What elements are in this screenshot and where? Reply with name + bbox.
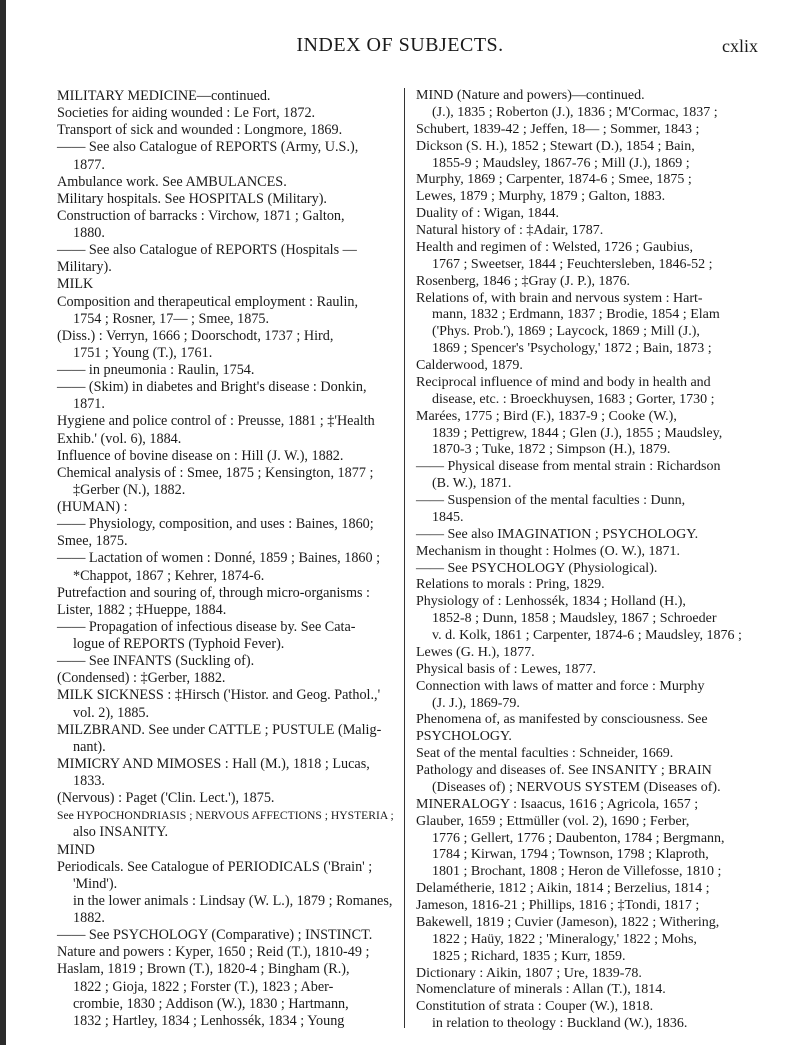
index-line: Transport of sick and wounded : Longmore, 1869. xyxy=(57,122,343,139)
index-line: Connection with laws of matter and force : Murphy xyxy=(416,678,705,694)
index-line: 1754 ; Rosner, 17— ; Smee, 1875. xyxy=(73,310,270,327)
index-line: Lister, 1882 ; ‡Hueppe, 1884. xyxy=(57,601,227,618)
index-line: Haslam, 1819 ; Brown (T.), 1820-4 ; Bingham (R.), xyxy=(57,961,350,978)
index-line: Seat of the mental faculties : Schneider, 1669. xyxy=(416,746,674,762)
index-line: crombie, 1830 ; Addison (W.), 1830 ; Hartmann, xyxy=(73,995,349,1012)
index-line: mann, 1832 ; Erdmann, 1837 ; Brodie, 1854 ; Elam xyxy=(432,307,720,323)
index-line: MILK SICKNESS : ‡Hirsch ('Histor. and Geog. Pathol.,' xyxy=(57,687,381,704)
index-line: Influence of bovine disease on : Hill (J. W.), 1882. xyxy=(57,447,344,464)
index-line: See HYPOCHONDRIASIS ; NERVOUS AFFECTIONS ; HYSTERIA ; xyxy=(57,809,394,823)
index-line: —— Suspension of the mental faculties : Dunn, xyxy=(416,493,686,508)
index-line: 1877. xyxy=(73,156,105,173)
left-column xyxy=(57,88,394,1030)
index-line: 1855-9 ; Maudsley, 1867-76 ; Mill (J.), 1869 ; xyxy=(432,155,690,171)
index-line: Delamétherie, 1812 ; Aikin, 1814 ; Berzelius, 1814 ; xyxy=(416,881,710,897)
index-line: Rosenberg, 1846 ; ‡Gray (J. P.), 1876. xyxy=(416,273,631,289)
index-line: MILZBRAND. See under CATTLE ; PUSTULE (Malig- xyxy=(57,721,382,738)
index-line: PSYCHOLOGY. xyxy=(416,729,512,745)
index-line: (Diseases of) ; NERVOUS SYSTEM (Diseases of). xyxy=(432,779,721,795)
index-line: (Nervous) : Paget ('Clin. Lect.'), 1875. xyxy=(57,790,275,807)
index-line: 1784 ; Kirwan, 1794 ; Townson, 1798 ; Klaproth, xyxy=(432,847,709,863)
index-line: —— See PSYCHOLOGY (Physiological). xyxy=(416,560,658,576)
index-line: Schubert, 1839-42 ; Jeffen, 18— ; Sommer, 1843 ; xyxy=(416,121,700,137)
index-line: Periodicals. See Catalogue of PERIODICALS ('Brain' ; xyxy=(57,858,373,875)
index-line: —— See also IMAGINATION ; PSYCHOLOGY. xyxy=(416,526,699,542)
index-line: Putrefaction and souring of, through micro-organisms : xyxy=(57,584,370,601)
index-line: Calderwood, 1879. xyxy=(416,358,523,373)
index-line: 1839 ; Pettigrew, 1844 ; Glen (J.), 1855 ; Maudsley, xyxy=(432,425,723,441)
index-line: MIMICRY AND MIMOSES : Hall (M.), 1818 ; Lucas, xyxy=(57,755,370,772)
index-line: Glauber, 1659 ; Ettmüller (vol. 2), 1690 ; Ferber, xyxy=(416,813,690,829)
index-line: Construction of barracks : Virchow, 1871 ; Galton, xyxy=(57,207,345,224)
index-line: Hygiene and police control of : Preusse, 1881 ; ‡'Health xyxy=(57,413,375,430)
index-line: MINERALOGY : Isaacus, 1616 ; Agricola, 1657 ; xyxy=(416,796,699,812)
index-line: 1776 ; Gellert, 1776 ; Daubenton, 1784 ; Bergmann, xyxy=(432,830,725,846)
index-line: 1845. xyxy=(432,509,464,525)
index-line: 1801 ; Brochant, 1808 ; Heron de Villefosse, 1810 ; xyxy=(432,864,722,880)
index-line: —— (Skim) in diabetes and Bright's disease : Donkin, xyxy=(57,379,367,396)
index-line: ('Phys. Prob.'), 1869 ; Laycock, 1869 ; Mill (J.), xyxy=(432,324,700,340)
index-line: 1832 ; Hartley, 1834 ; Lenhossék, 1834 ; Young xyxy=(73,1012,345,1029)
index-line: in the lower animals : Lindsay (W. L.), 1879 ; Romanes, xyxy=(73,892,393,909)
index-line: —— Physical disease from mental strain : Richardson xyxy=(416,459,721,475)
index-line: Military hospitals. See HOSPITALS (Military). xyxy=(57,190,327,207)
index-line: (B. W.), 1871. xyxy=(432,476,512,492)
index-line: Jameson, 1816-21 ; Phillips, 1816 ; ‡Tondi, 1817 ; xyxy=(416,898,700,913)
running-header xyxy=(0,34,800,64)
index-line: 1825 ; Richard, 1835 ; Kurr, 1859. xyxy=(432,948,626,964)
index-line: MILITARY MEDICINE—continued. xyxy=(57,88,271,104)
index-line: 1871. xyxy=(73,396,105,413)
column-divider xyxy=(404,88,405,1028)
index-line: disease, etc. : Broeckhuysen, 1683 ; Gorter, 1730 ; xyxy=(432,391,715,407)
index-line: nant). xyxy=(73,738,106,755)
index-line: (J. J.), 1869-79. xyxy=(432,695,520,711)
index-line: MIND xyxy=(57,841,95,858)
index-line: Mechanism in thought : Holmes (O. W.), 1871. xyxy=(416,543,681,559)
index-line: Lewes (G. H.), 1877. xyxy=(416,644,535,660)
index-line: MIND (Nature and powers)—continued. xyxy=(416,88,645,103)
index-line: 1880. xyxy=(73,225,105,241)
index-line: Chemical analysis of : Smee, 1875 ; Kensington, 1877 ; xyxy=(57,464,374,481)
index-line: vol. 2), 1885. xyxy=(73,704,150,721)
index-line: Dictionary : Aikin, 1807 ; Ure, 1839-78. xyxy=(416,965,642,981)
index-line: (HUMAN) : xyxy=(57,499,128,515)
index-line: logue of REPORTS (Typhoid Fever). xyxy=(73,636,285,652)
index-line: Relations of, with brain and nervous system : Hart- xyxy=(416,290,703,306)
index-line: —— Lactation of women : Donné, 1859 ; Baines, 1860 ; xyxy=(57,550,381,567)
index-line: —— Physiology, composition, and uses : Baines, 1860; xyxy=(57,516,374,533)
index-line: Nomenclature of minerals : Allan (T.), 1814. xyxy=(416,982,666,998)
index-line: 'Mind'). xyxy=(73,875,118,892)
index-line: Military). xyxy=(57,259,112,276)
index-line: ‡Gerber (N.), 1882. xyxy=(73,481,186,498)
index-line: —— See PSYCHOLOGY (Comparative) ; INSTINCT. xyxy=(57,927,373,944)
index-line: also INSANITY. xyxy=(73,824,169,841)
index-line: 1869 ; Spencer's 'Psychology,' 1872 ; Bain, 1873 ; xyxy=(432,341,712,357)
index-line: 1882. xyxy=(73,910,105,926)
index-line: Constitution of strata : Couper (W.), 1818. xyxy=(416,999,654,1015)
index-line: Natural history of : ‡Adair, 1787. xyxy=(416,223,604,238)
index-line: 1822 ; Gioja, 1822 ; Forster (T.), 1823 ; Aber- xyxy=(73,978,334,995)
index-line: 1870-3 ; Tuke, 1872 ; Simpson (H.), 1879. xyxy=(432,442,671,458)
index-line: Marées, 1775 ; Bird (F.), 1837-9 ; Cooke (W.), xyxy=(416,408,677,424)
index-line: 1833. xyxy=(73,773,105,789)
index-line: 1767 ; Sweetser, 1844 ; Feuchtersleben, 1846-52 ; xyxy=(432,256,713,272)
index-line: *Chappot, 1867 ; Kehrer, 1874-6. xyxy=(73,567,265,584)
index-line: (J.), 1835 ; Roberton (J.), 1836 ; M'Cormac, 1837 ; xyxy=(432,104,718,120)
index-line: Murphy, 1869 ; Carpenter, 1874-6 ; Smee, 1875 ; xyxy=(416,172,692,188)
index-line: Composition and therapeutical employment : Raulin, xyxy=(57,293,359,310)
index-line: Exhib.' (vol. 6), 1884. xyxy=(57,430,182,447)
index-line: —— in pneumonia : Raulin, 1754. xyxy=(57,362,255,378)
index-line: Health and regimen of : Welsted, 1726 ; Gaubius, xyxy=(416,239,693,255)
index-line: in relation to theology : Buckland (W.), 1836. xyxy=(432,1016,688,1032)
index-line: —— See also Catalogue of REPORTS (Army, U.S.), xyxy=(57,139,359,156)
index-line: (Diss.) : Verryn, 1666 ; Doorschodt, 1737 ; Hird, xyxy=(57,327,334,344)
page-binding-edge xyxy=(0,0,6,1045)
index-line: —— See also Catalogue of REPORTS (Hospitals — xyxy=(57,242,357,259)
right-column xyxy=(416,88,753,1033)
index-line: Pathology and diseases of. See INSANITY ; BRAIN xyxy=(416,763,712,778)
index-line: MILK xyxy=(57,276,94,293)
page-title: INDEX OF SUBJECTS. xyxy=(296,34,504,56)
index-line: —— See INFANTS (Suckling of). xyxy=(57,653,255,670)
index-line: Ambulance work. See AMBULANCES. xyxy=(57,173,287,190)
index-line: (Condensed) : ‡Gerber, 1882. xyxy=(57,670,226,687)
index-line: Bakewell, 1819 ; Cuvier (Jameson), 1822 ; Withering, xyxy=(416,914,720,930)
index-line: 1852-8 ; Dunn, 1858 ; Maudsley, 1867 ; Schroeder xyxy=(432,611,717,627)
index-line: Phenomena of, as manifested by consciousness. See xyxy=(416,712,708,728)
index-line: Dickson (S. H.), 1852 ; Stewart (D.), 1854 ; Bain, xyxy=(416,138,695,154)
index-line: Reciprocal influence of mind and body in health and xyxy=(416,374,711,390)
index-line: Smee, 1875. xyxy=(57,533,128,550)
page-number: cxlix xyxy=(722,36,758,56)
index-line: Physiology of : Lenhossék, 1834 ; Holland (H.), xyxy=(416,594,686,610)
index-line: Duality of : Wigan, 1844. xyxy=(416,206,560,222)
index-line: Societies for aiding wounded : Le Fort, 1872. xyxy=(57,105,316,122)
index-line: Nature and powers : Kyper, 1650 ; Reid (T.), 1810-49 ; xyxy=(57,944,370,961)
index-line: Lewes, 1879 ; Murphy, 1879 ; Galton, 1883. xyxy=(416,189,666,205)
index-line: 1822 ; Haüy, 1822 ; 'Mineralogy,' 1822 ; Mohs, xyxy=(432,931,697,947)
index-line: Physical basis of : Lewes, 1877. xyxy=(416,661,597,677)
index-line: —— Propagation of infectious disease by. See Cata- xyxy=(57,618,356,635)
index-line: v. d. Kolk, 1861 ; Carpenter, 1874-6 ; Maudsley, 1876 ; xyxy=(432,628,742,643)
index-line: 1751 ; Young (T.), 1761. xyxy=(73,344,213,361)
index-line: Relations to morals : Pring, 1829. xyxy=(416,577,605,593)
